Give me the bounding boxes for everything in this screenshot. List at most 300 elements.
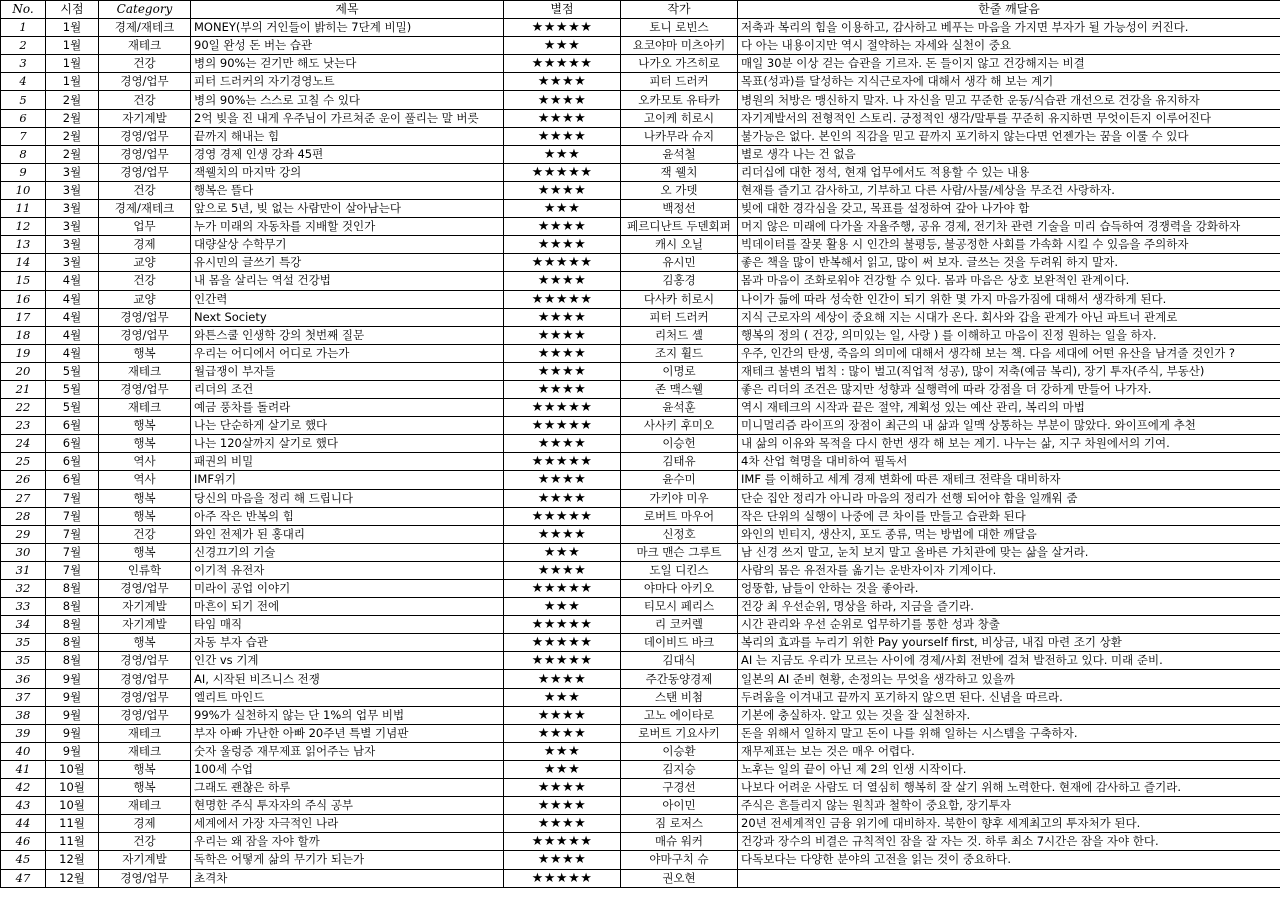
cell-no[interactable]: 36 — [1, 670, 46, 688]
cell-note[interactable]: 건강 최 우선순위, 명상을 하라, 지금을 즐기라. — [738, 598, 1280, 616]
cell-author[interactable]: 로버트 마우어 — [621, 507, 738, 525]
cell-note[interactable]: 불가능은 없다. 본인의 직감을 믿고 끝까지 포기하지 않는다면 언젠가는 꿈을 이룰 수 있다 — [738, 127, 1280, 145]
cell-author[interactable]: 로버트 기요사키 — [621, 724, 738, 742]
cell-no[interactable]: 25 — [1, 453, 46, 471]
cell-month[interactable]: 9월 — [46, 688, 99, 706]
cell-author[interactable]: 김홍경 — [621, 272, 738, 290]
cell-no[interactable]: 4 — [1, 73, 46, 91]
cell-note[interactable]: 시간 관리와 우선 순위로 업무하기를 통한 성과 창출 — [738, 616, 1280, 634]
cell-no[interactable]: 37 — [1, 688, 46, 706]
cell-category[interactable]: 경영/업무 — [99, 869, 191, 887]
cell-category[interactable]: 경영/업무 — [99, 145, 191, 163]
cell-author[interactable]: 짐 로저스 — [621, 815, 738, 833]
cell-title[interactable]: Next Society — [191, 308, 504, 326]
cell-rating[interactable]: ★★★★ — [504, 851, 621, 869]
cell-no[interactable]: 17 — [1, 308, 46, 326]
cell-category[interactable]: 재테크 — [99, 797, 191, 815]
cell-rating[interactable]: ★★★★★ — [504, 399, 621, 417]
cell-category[interactable]: 재테크 — [99, 399, 191, 417]
cell-month[interactable]: 3월 — [46, 218, 99, 236]
cell-note[interactable]: 노후는 일의 끝이 아닌 제 2의 인생 시작이다. — [738, 760, 1280, 778]
cell-month[interactable]: 3월 — [46, 236, 99, 254]
cell-title[interactable]: 인간 vs 기계 — [191, 652, 504, 670]
cell-author[interactable]: 야마다 아키오 — [621, 580, 738, 598]
cell-author[interactable]: 가키야 미우 — [621, 489, 738, 507]
cell-note[interactable]: 목표(성과)를 달성하는 지식근로자에 대해서 생각 해 보는 계기 — [738, 73, 1280, 91]
cell-author[interactable]: 사사키 후미오 — [621, 417, 738, 435]
cell-note[interactable]: 건강과 장수의 비결은 규칙적인 잠을 잘 자는 것. 하루 최소 7시간은 잠을 자야 한다. — [738, 833, 1280, 851]
cell-author[interactable]: 토니 로빈스 — [621, 19, 738, 37]
cell-note[interactable]: 몸과 마음이 조화로워야 건강할 수 있다. 몸과 마음은 상호 보완적인 관계이다. — [738, 272, 1280, 290]
cell-category[interactable]: 행복 — [99, 760, 191, 778]
cell-note[interactable]: 빅데이터를 잘못 활용 시 인간의 불평등, 불공정한 사회를 가속화 시킬 수 있음을 주의하자 — [738, 236, 1280, 254]
cell-no[interactable]: 34 — [1, 616, 46, 634]
cell-month[interactable]: 2월 — [46, 109, 99, 127]
cell-author[interactable]: 신정호 — [621, 525, 738, 543]
cell-author[interactable]: 캐시 오닐 — [621, 236, 738, 254]
cell-title[interactable]: 신경끄기의 기술 — [191, 543, 504, 561]
cell-no[interactable]: 14 — [1, 254, 46, 272]
cell-no[interactable]: 11 — [1, 200, 46, 218]
cell-category[interactable]: 경영/업무 — [99, 308, 191, 326]
cell-no[interactable]: 33 — [1, 598, 46, 616]
cell-month[interactable]: 1월 — [46, 73, 99, 91]
cell-rating[interactable]: ★★★★ — [504, 815, 621, 833]
cell-title[interactable]: 나는 120살까지 살기로 했다 — [191, 435, 504, 453]
cell-no[interactable]: 10 — [1, 181, 46, 199]
cell-note[interactable]: 나이가 듦에 따라 성숙한 인간이 되기 위한 몇 가지 마음가짐에 대해서 생각하게 된다. — [738, 290, 1280, 308]
cell-category[interactable]: 경영/업무 — [99, 652, 191, 670]
cell-title[interactable]: 독학은 어떻게 삶의 무기가 되는가 — [191, 851, 504, 869]
cell-no[interactable]: 9 — [1, 163, 46, 181]
cell-month[interactable]: 3월 — [46, 181, 99, 199]
cell-author[interactable]: 이승헌 — [621, 435, 738, 453]
cell-rating[interactable]: ★★★★ — [504, 308, 621, 326]
cell-month[interactable]: 3월 — [46, 200, 99, 218]
cell-no[interactable]: 23 — [1, 417, 46, 435]
cell-category[interactable]: 행복 — [99, 435, 191, 453]
cell-category[interactable]: 건강 — [99, 833, 191, 851]
cell-title[interactable]: 부자 아빠 가난한 아빠 20주년 특별 기념판 — [191, 724, 504, 742]
cell-no[interactable]: 41 — [1, 760, 46, 778]
cell-author[interactable]: 잭 웰치 — [621, 163, 738, 181]
cell-no[interactable]: 26 — [1, 471, 46, 489]
cell-rating[interactable]: ★★★★ — [504, 236, 621, 254]
cell-month[interactable]: 2월 — [46, 127, 99, 145]
cell-title[interactable]: 당신의 마음을 정리 해 드립니다 — [191, 489, 504, 507]
cell-rating[interactable]: ★★★ — [504, 598, 621, 616]
cell-title[interactable]: 그래도 괜찮은 하루 — [191, 779, 504, 797]
cell-no[interactable]: 35 — [1, 634, 46, 652]
cell-rating[interactable]: ★★★ — [504, 37, 621, 55]
cell-title[interactable]: 나는 단순하게 살기로 했다 — [191, 417, 504, 435]
cell-rating[interactable]: ★★★ — [504, 742, 621, 760]
cell-note[interactable]: 현재를 즐기고 감사하고, 기부하고 다른 사람/사물/세상을 무조건 사랑하자. — [738, 181, 1280, 199]
cell-rating[interactable]: ★★★★★ — [504, 833, 621, 851]
cell-author[interactable]: 김대식 — [621, 652, 738, 670]
cell-note[interactable]: 기본에 충실하자. 알고 있는 것을 잘 실천하자. — [738, 706, 1280, 724]
cell-author[interactable]: 존 맥스웰 — [621, 380, 738, 398]
cell-rating[interactable]: ★★★★ — [504, 525, 621, 543]
cell-no[interactable]: 19 — [1, 344, 46, 362]
cell-rating[interactable]: ★★★★★ — [504, 254, 621, 272]
cell-rating[interactable]: ★★★★ — [504, 435, 621, 453]
cell-rating[interactable]: ★★★★★ — [504, 163, 621, 181]
cell-no[interactable]: 13 — [1, 236, 46, 254]
cell-category[interactable]: 건강 — [99, 181, 191, 199]
cell-month[interactable]: 10월 — [46, 779, 99, 797]
cell-title[interactable]: 우리는 어디에서 어디로 가는가 — [191, 344, 504, 362]
cell-no[interactable]: 45 — [1, 851, 46, 869]
cell-no[interactable]: 31 — [1, 561, 46, 579]
cell-rating[interactable]: ★★★★ — [504, 797, 621, 815]
header-note[interactable]: 한줄 깨달음 — [738, 1, 1280, 19]
cell-no[interactable]: 46 — [1, 833, 46, 851]
cell-title[interactable]: 끝까지 해내는 힘 — [191, 127, 504, 145]
cell-title[interactable]: 와인 전제가 된 홍대리 — [191, 525, 504, 543]
cell-month[interactable]: 5월 — [46, 399, 99, 417]
cell-rating[interactable]: ★★★★ — [504, 91, 621, 109]
cell-rating[interactable]: ★★★★ — [504, 670, 621, 688]
cell-month[interactable]: 6월 — [46, 471, 99, 489]
cell-title[interactable]: 숫자 울렁증 재무제표 읽어주는 남자 — [191, 742, 504, 760]
header-no[interactable]: No. — [1, 1, 46, 19]
cell-no[interactable]: 24 — [1, 435, 46, 453]
cell-no[interactable]: 32 — [1, 580, 46, 598]
cell-author[interactable]: 요코야마 미츠아키 — [621, 37, 738, 55]
cell-author[interactable]: 페르디난트 두덴회퍼 — [621, 218, 738, 236]
cell-note[interactable]: 저축과 복리의 힘을 이용하고, 감사하고 베푸는 마음을 가지면 부자가 될 가능성이 커진다. — [738, 19, 1280, 37]
cell-author[interactable]: 리처드 셸 — [621, 326, 738, 344]
cell-no[interactable]: 29 — [1, 525, 46, 543]
cell-category[interactable]: 재테크 — [99, 362, 191, 380]
cell-author[interactable]: 오카모토 유타카 — [621, 91, 738, 109]
cell-no[interactable]: 3 — [1, 55, 46, 73]
cell-rating[interactable]: ★★★★ — [504, 109, 621, 127]
cell-title[interactable]: 경영 경제 인생 강좌 45편 — [191, 145, 504, 163]
cell-month[interactable]: 10월 — [46, 760, 99, 778]
cell-rating[interactable]: ★★★★ — [504, 706, 621, 724]
cell-note[interactable]: 좋은 리더의 조건은 많지만 성향과 실행력에 따라 강점을 더 강하게 만들어 나가자. — [738, 380, 1280, 398]
cell-rating[interactable]: ★★★★★ — [504, 616, 621, 634]
cell-month[interactable]: 5월 — [46, 380, 99, 398]
cell-rating[interactable]: ★★★★ — [504, 561, 621, 579]
cell-no[interactable]: 47 — [1, 869, 46, 887]
cell-category[interactable]: 경영/업무 — [99, 163, 191, 181]
cell-month[interactable]: 4월 — [46, 272, 99, 290]
cell-month[interactable]: 4월 — [46, 308, 99, 326]
cell-note[interactable]: 병원의 처방은 맹신하지 말자. 나 자신을 믿고 꾸준한 운동/식습관 개선으로 건강을 유지하자 — [738, 91, 1280, 109]
cell-title[interactable]: 누가 미래의 자동차를 지배할 것인가 — [191, 218, 504, 236]
cell-no[interactable]: 1 — [1, 19, 46, 37]
cell-author[interactable]: 윤석철 — [621, 145, 738, 163]
cell-month[interactable]: 9월 — [46, 742, 99, 760]
cell-month[interactable]: 8월 — [46, 580, 99, 598]
cell-category[interactable]: 건강 — [99, 91, 191, 109]
cell-category[interactable]: 행복 — [99, 779, 191, 797]
cell-month[interactable]: 4월 — [46, 290, 99, 308]
cell-month[interactable]: 6월 — [46, 435, 99, 453]
cell-author[interactable]: 피터 드러커 — [621, 73, 738, 91]
cell-author[interactable]: 아이민 — [621, 797, 738, 815]
cell-rating[interactable]: ★★★★★ — [504, 19, 621, 37]
cell-note[interactable]: 재무제표는 보는 것은 매우 어렵다. — [738, 742, 1280, 760]
cell-category[interactable]: 경영/업무 — [99, 127, 191, 145]
cell-category[interactable]: 경영/업무 — [99, 670, 191, 688]
cell-rating[interactable]: ★★★★ — [504, 127, 621, 145]
cell-title[interactable]: 내 몸을 살리는 역설 건강법 — [191, 272, 504, 290]
cell-title[interactable]: 패권의 비밀 — [191, 453, 504, 471]
cell-month[interactable]: 7월 — [46, 561, 99, 579]
cell-note[interactable]: 작은 단위의 실행이 나중에 큰 차이를 만들고 습관화 된다 — [738, 507, 1280, 525]
cell-category[interactable]: 경제 — [99, 236, 191, 254]
cell-title[interactable]: 아주 작은 반복의 힘 — [191, 507, 504, 525]
cell-month[interactable]: 11월 — [46, 833, 99, 851]
cell-no[interactable]: 7 — [1, 127, 46, 145]
cell-no[interactable]: 44 — [1, 815, 46, 833]
cell-month[interactable]: 4월 — [46, 344, 99, 362]
header-month[interactable]: 시점 — [46, 1, 99, 19]
cell-author[interactable]: 야마구치 슈 — [621, 851, 738, 869]
cell-no[interactable]: 30 — [1, 543, 46, 561]
cell-rating[interactable]: ★★★ — [504, 688, 621, 706]
cell-no[interactable]: 8 — [1, 145, 46, 163]
cell-category[interactable]: 교양 — [99, 254, 191, 272]
cell-note[interactable]: 두려움을 이겨내고 끝까지 포기하지 않으면 된다. 신념을 따르라. — [738, 688, 1280, 706]
cell-no[interactable]: 5 — [1, 91, 46, 109]
cell-title[interactable]: 대량살상 수학무기 — [191, 236, 504, 254]
cell-rating[interactable]: ★★★★★ — [504, 634, 621, 652]
cell-category[interactable]: 행복 — [99, 634, 191, 652]
cell-note[interactable]: 자기계발서의 전형적인 스토리. 긍정적인 생각/말투를 꾸준히 유지하면 무엇이든지 이루어진다 — [738, 109, 1280, 127]
cell-rating[interactable]: ★★★★★ — [504, 580, 621, 598]
cell-category[interactable]: 재테크 — [99, 37, 191, 55]
cell-author[interactable]: 윤석훈 — [621, 399, 738, 417]
cell-no[interactable]: 38 — [1, 706, 46, 724]
cell-category[interactable]: 재테크 — [99, 742, 191, 760]
cell-category[interactable]: 자기계발 — [99, 598, 191, 616]
cell-title[interactable]: 타임 매직 — [191, 616, 504, 634]
cell-note[interactable]: 4차 산업 혁명을 대비하여 필독서 — [738, 453, 1280, 471]
cell-month[interactable]: 5월 — [46, 362, 99, 380]
cell-month[interactable]: 1월 — [46, 19, 99, 37]
cell-no[interactable]: 16 — [1, 290, 46, 308]
cell-note[interactable]: 20년 전세계적인 금융 위기에 대비하자. 북한이 향후 세계최고의 투자처가 된다. — [738, 815, 1280, 833]
cell-category[interactable]: 건강 — [99, 525, 191, 543]
cell-rating[interactable]: ★★★★★ — [504, 290, 621, 308]
cell-rating[interactable]: ★★★★ — [504, 489, 621, 507]
cell-rating[interactable]: ★★★★ — [504, 326, 621, 344]
cell-category[interactable]: 자기계발 — [99, 851, 191, 869]
cell-title[interactable]: 잭웰치의 마지막 강의 — [191, 163, 504, 181]
cell-category[interactable]: 업무 — [99, 218, 191, 236]
cell-note[interactable]: IMF 를 이해하고 세계 경제 변화에 따른 재테크 전략을 대비하자 — [738, 471, 1280, 489]
cell-author[interactable]: 스탠 비첨 — [621, 688, 738, 706]
cell-note[interactable]: 남 신경 쓰지 말고, 눈치 보지 말고 올바른 가치관에 맞는 삶을 살거라. — [738, 543, 1280, 561]
cell-note[interactable]: 재테크 불변의 법칙 : 많이 벌고(직업적 성공), 많이 저축(예금 복리), 장기 투자(주식, 부동산) — [738, 362, 1280, 380]
cell-author[interactable]: 티모시 페리스 — [621, 598, 738, 616]
cell-no[interactable]: 21 — [1, 380, 46, 398]
cell-no[interactable]: 42 — [1, 779, 46, 797]
cell-month[interactable]: 8월 — [46, 652, 99, 670]
cell-month[interactable]: 2월 — [46, 91, 99, 109]
cell-author[interactable]: 고노 에이타로 — [621, 706, 738, 724]
cell-no[interactable]: 35 — [1, 652, 46, 670]
cell-author[interactable]: 주간동양경제 — [621, 670, 738, 688]
cell-title[interactable]: 초격차 — [191, 869, 504, 887]
cell-note[interactable] — [738, 869, 1280, 887]
cell-no[interactable]: 15 — [1, 272, 46, 290]
cell-title[interactable]: 90일 완성 돈 버는 습관 — [191, 37, 504, 55]
cell-category[interactable]: 역사 — [99, 453, 191, 471]
cell-rating[interactable]: ★★★★ — [504, 779, 621, 797]
cell-author[interactable]: 고이케 히로시 — [621, 109, 738, 127]
cell-title[interactable]: 피터 드러커의 자기경영노트 — [191, 73, 504, 91]
cell-title[interactable]: 리더의 조건 — [191, 380, 504, 398]
cell-note[interactable]: 내 삶의 이유와 목적을 다시 한번 생각 해 보는 계기. 나누는 삶, 지구 차원에서의 기여. — [738, 435, 1280, 453]
cell-rating[interactable]: ★★★ — [504, 145, 621, 163]
cell-no[interactable]: 28 — [1, 507, 46, 525]
cell-title[interactable]: 이기적 유전자 — [191, 561, 504, 579]
cell-author[interactable]: 나카무라 슈지 — [621, 127, 738, 145]
cell-category[interactable]: 역사 — [99, 471, 191, 489]
cell-note[interactable]: AI 는 지금도 우리가 모르는 사이에 경제/사회 전반에 걸쳐 발전하고 있다. 미래 준비. — [738, 652, 1280, 670]
cell-note[interactable]: 좋은 책을 많이 반복해서 읽고, 많이 써 보자. 글쓰는 것을 두려워 하지 말자. — [738, 254, 1280, 272]
cell-month[interactable]: 7월 — [46, 507, 99, 525]
cell-no[interactable]: 39 — [1, 724, 46, 742]
cell-no[interactable]: 12 — [1, 218, 46, 236]
cell-month[interactable]: 7월 — [46, 525, 99, 543]
cell-no[interactable]: 2 — [1, 37, 46, 55]
cell-category[interactable]: 교양 — [99, 290, 191, 308]
cell-title[interactable]: 미라이 공업 이야기 — [191, 580, 504, 598]
cell-note[interactable]: 미니멀리즘 라이프의 장점이 최근의 내 삶과 일맥 상통하는 부분이 많았다. 와이프에게 추천 — [738, 417, 1280, 435]
cell-author[interactable]: 조지 휠드 — [621, 344, 738, 362]
cell-note[interactable]: 다독보다는 다양한 분야의 고전을 읽는 것이 중요하다. — [738, 851, 1280, 869]
cell-month[interactable]: 7월 — [46, 489, 99, 507]
cell-title[interactable]: 현명한 주식 투자자의 주식 공부 — [191, 797, 504, 815]
cell-month[interactable]: 9월 — [46, 724, 99, 742]
cell-category[interactable]: 자기계발 — [99, 616, 191, 634]
cell-no[interactable]: 43 — [1, 797, 46, 815]
cell-no[interactable]: 6 — [1, 109, 46, 127]
cell-title[interactable]: 병의 90%는 걷기만 해도 낫는다 — [191, 55, 504, 73]
cell-rating[interactable]: ★★★★★ — [504, 652, 621, 670]
cell-note[interactable]: 단순 집안 정리가 아니라 마음의 정리가 선행 되어야 함을 일깨워 줌 — [738, 489, 1280, 507]
cell-rating[interactable]: ★★★ — [504, 200, 621, 218]
cell-author[interactable]: 매슈 워커 — [621, 833, 738, 851]
cell-title[interactable]: 100세 수업 — [191, 760, 504, 778]
cell-month[interactable]: 9월 — [46, 670, 99, 688]
cell-category[interactable]: 자기계발 — [99, 109, 191, 127]
cell-title[interactable]: 세계에서 가장 자극적인 나라 — [191, 815, 504, 833]
cell-note[interactable]: 별로 생각 나는 건 없음 — [738, 145, 1280, 163]
cell-category[interactable]: 경영/업무 — [99, 380, 191, 398]
cell-title[interactable]: 2억 빚을 진 내게 우주님이 가르쳐준 운이 풀리는 말 버릇 — [191, 109, 504, 127]
cell-title[interactable]: 월급쟁이 부자들 — [191, 362, 504, 380]
cell-author[interactable]: 유시민 — [621, 254, 738, 272]
cell-no[interactable]: 27 — [1, 489, 46, 507]
cell-rating[interactable]: ★★★★ — [504, 181, 621, 199]
cell-title[interactable]: AI, 시작된 비즈니스 전쟁 — [191, 670, 504, 688]
cell-month[interactable]: 1월 — [46, 55, 99, 73]
cell-author[interactable]: 나가오 가즈히로 — [621, 55, 738, 73]
cell-no[interactable]: 18 — [1, 326, 46, 344]
cell-title[interactable]: 마흔이 되기 전에 — [191, 598, 504, 616]
cell-author[interactable]: 김태유 — [621, 453, 738, 471]
cell-category[interactable]: 경제 — [99, 815, 191, 833]
cell-note[interactable]: 주식은 흔들리지 않는 원칙과 철학이 중요함, 장기투자 — [738, 797, 1280, 815]
cell-category[interactable]: 경영/업무 — [99, 73, 191, 91]
cell-note[interactable]: 나보다 어려운 사람도 더 열심히 행복히 잘 살기 위해 노력한다. 현재에 감사하고 즐기라. — [738, 779, 1280, 797]
cell-category[interactable]: 행복 — [99, 507, 191, 525]
cell-month[interactable]: 11월 — [46, 815, 99, 833]
cell-category[interactable]: 경제/재테크 — [99, 19, 191, 37]
cell-title[interactable]: 앞으로 5년, 빚 없는 사람만이 살아남는다 — [191, 200, 504, 218]
cell-title[interactable]: 인간력 — [191, 290, 504, 308]
cell-category[interactable]: 인류학 — [99, 561, 191, 579]
cell-note[interactable]: 역시 재테크의 시작과 끝은 절약, 계획성 있는 예산 관리, 복리의 마법 — [738, 399, 1280, 417]
cell-author[interactable]: 리 코커렐 — [621, 616, 738, 634]
cell-title[interactable]: 와튼스쿨 인생학 강의 첫번째 질문 — [191, 326, 504, 344]
cell-month[interactable]: 7월 — [46, 543, 99, 561]
cell-rating[interactable]: ★★★★ — [504, 73, 621, 91]
cell-rating[interactable]: ★★★★ — [504, 218, 621, 236]
cell-note[interactable]: 와인의 빈티지, 생산지, 포도 종류, 먹는 방법에 대한 깨달음 — [738, 525, 1280, 543]
cell-rating[interactable]: ★★★★ — [504, 471, 621, 489]
cell-month[interactable]: 3월 — [46, 254, 99, 272]
cell-month[interactable]: 2월 — [46, 145, 99, 163]
cell-note[interactable]: 돈을 위해서 일하지 말고 돈이 나를 위해 일하는 시스템을 구축하자. — [738, 724, 1280, 742]
cell-title[interactable]: 예금 풍차를 돌려라 — [191, 399, 504, 417]
cell-month[interactable]: 1월 — [46, 37, 99, 55]
header-category[interactable]: Category — [99, 1, 191, 19]
cell-title[interactable]: MONEY(부의 거인들이 밝히는 7단계 비밀) — [191, 19, 504, 37]
cell-rating[interactable]: ★★★ — [504, 760, 621, 778]
cell-author[interactable]: 윤수미 — [621, 471, 738, 489]
cell-note[interactable]: 행복의 정의 ( 건강, 의미있는 일, 사랑 ) 를 이해하고 마음이 진정 원하는 일을 하자. — [738, 326, 1280, 344]
cell-category[interactable]: 경영/업무 — [99, 706, 191, 724]
cell-category[interactable]: 경제/재테크 — [99, 200, 191, 218]
cell-author[interactable]: 마크 맨슨 그루트 — [621, 543, 738, 561]
cell-author[interactable]: 오 가뎃 — [621, 181, 738, 199]
header-author[interactable]: 작가 — [621, 1, 738, 19]
cell-note[interactable]: 사람의 몸은 유전자를 옮기는 운반자이자 기계이다. — [738, 561, 1280, 579]
cell-title[interactable]: 99%가 실천하지 않는 단 1%의 업무 비법 — [191, 706, 504, 724]
cell-category[interactable]: 행복 — [99, 344, 191, 362]
cell-month[interactable]: 9월 — [46, 706, 99, 724]
cell-no[interactable]: 22 — [1, 399, 46, 417]
cell-author[interactable]: 권오현 — [621, 869, 738, 887]
cell-category[interactable]: 건강 — [99, 55, 191, 73]
cell-category[interactable]: 경영/업무 — [99, 580, 191, 598]
cell-note[interactable]: 복리의 효과를 누리기 위한 Pay yourself first, 비상금, 내집 마련 조기 상환 — [738, 634, 1280, 652]
cell-month[interactable]: 6월 — [46, 453, 99, 471]
cell-rating[interactable]: ★★★★★ — [504, 55, 621, 73]
cell-month[interactable]: 8월 — [46, 616, 99, 634]
cell-month[interactable]: 4월 — [46, 326, 99, 344]
cell-month[interactable]: 8월 — [46, 598, 99, 616]
cell-no[interactable]: 40 — [1, 742, 46, 760]
cell-author[interactable]: 구경선 — [621, 779, 738, 797]
cell-rating[interactable]: ★★★★★ — [504, 453, 621, 471]
cell-title[interactable]: 행복은 뜰다 — [191, 181, 504, 199]
cell-month[interactable]: 12월 — [46, 851, 99, 869]
cell-note[interactable]: 일본의 AI 준비 현황, 손정의는 무엇을 생각하고 있을까 — [738, 670, 1280, 688]
cell-rating[interactable]: ★★★★ — [504, 362, 621, 380]
cell-note[interactable]: 엉뚱함, 남들이 안하는 것을 좋아라. — [738, 580, 1280, 598]
cell-author[interactable]: 도일 디킨스 — [621, 561, 738, 579]
